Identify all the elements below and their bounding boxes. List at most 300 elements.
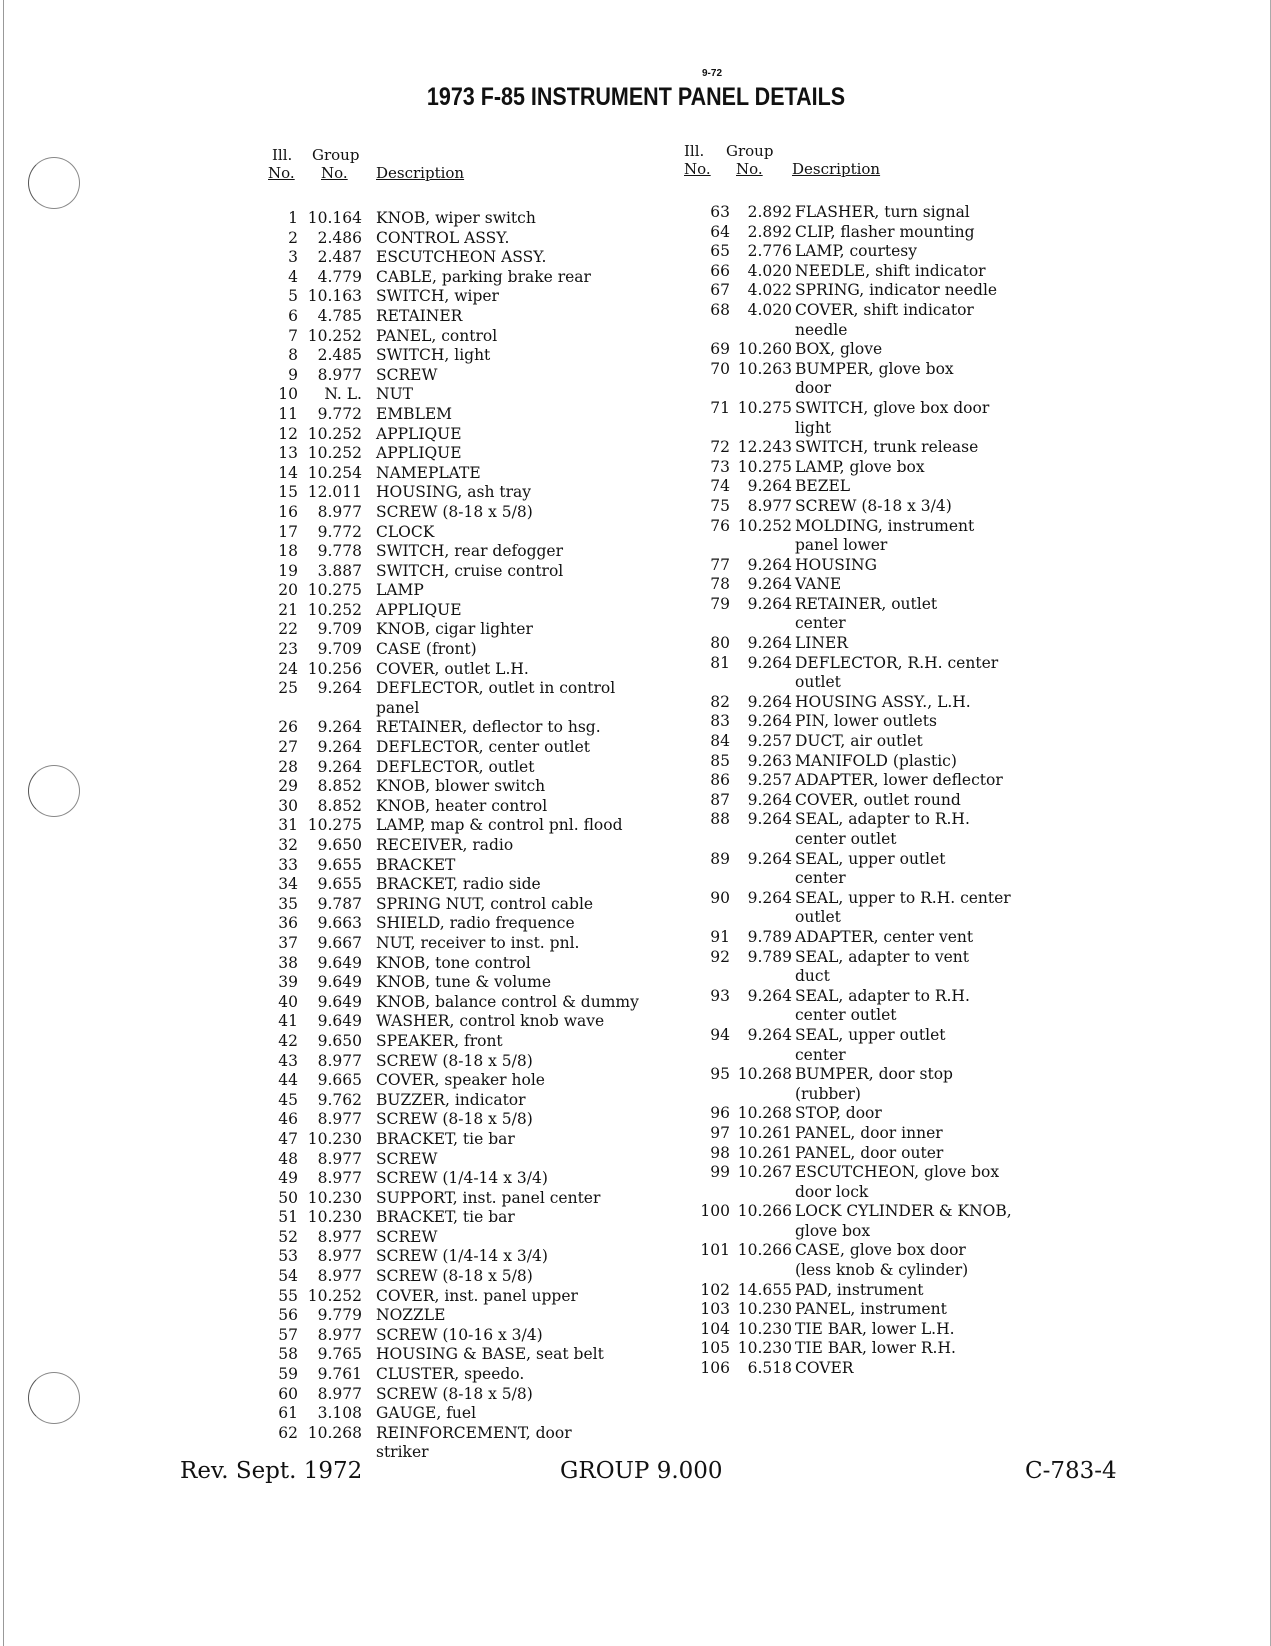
part-description: SCREW [376, 1149, 438, 1168]
part-description: SCREW (1/4-14 x 3/4) [376, 1247, 548, 1266]
ill-number: 51 [278, 1208, 298, 1227]
part-description: NUT [376, 385, 413, 404]
part-description: NEEDLE, shift indicator [795, 261, 986, 280]
binder-hole-top [28, 157, 80, 209]
part-description: BRACKET [376, 855, 456, 874]
part-description-continuation: outlet [795, 673, 841, 692]
ill-number: 105 [700, 1339, 730, 1358]
part-description: PAD, instrument [795, 1280, 924, 1299]
group-number: 4.022 [747, 281, 792, 300]
ill-number: 50 [278, 1188, 298, 1207]
group-number: 10.252 [737, 516, 792, 535]
group-number: 10.252 [307, 326, 362, 345]
ill-number: 8 [288, 346, 298, 365]
group-number: N. L. [324, 385, 362, 404]
ill-number: 93 [710, 986, 730, 1005]
group-number: 9.789 [747, 947, 792, 966]
part-description: KNOB, heater control [376, 796, 548, 815]
part-description: SWITCH, rear defogger [376, 542, 563, 561]
ill-number: 59 [278, 1365, 298, 1384]
group-number: 2.892 [747, 203, 792, 221]
group-number: 9.264 [747, 849, 792, 868]
ill-number: 25 [278, 679, 298, 698]
group-number: 2.487 [317, 248, 362, 267]
ill-number: 95 [710, 1065, 730, 1084]
ill-number: 81 [710, 653, 730, 672]
ill-number: 12 [278, 424, 298, 443]
ill-number: 62 [278, 1423, 298, 1442]
left-margin-line [3, 0, 4, 1646]
part-description: ADAPTER, center vent [795, 927, 974, 946]
part-description: SCREW (1/4-14 x 3/4) [376, 1169, 548, 1188]
group-number: 9.264 [747, 692, 792, 711]
group-number: 10.164 [307, 209, 362, 227]
ill-number: 106 [700, 1359, 730, 1378]
group-number: 8.977 [317, 1325, 362, 1344]
part-description: BRACKET, tie bar [376, 1129, 515, 1148]
ill-number: 32 [278, 836, 298, 854]
group-header-line2: No. [321, 164, 348, 182]
part-description: TIE BAR, lower R.H. [795, 1339, 956, 1358]
ill-number: 47 [278, 1129, 298, 1148]
group-number: 9.655 [317, 875, 362, 894]
part-description-continuation: center outlet [795, 830, 897, 848]
ill-number: 36 [278, 914, 298, 933]
part-description-continuation: door [795, 379, 831, 398]
group-number: 10.230 [307, 1188, 362, 1207]
ill-number: 66 [710, 261, 730, 280]
part-description: APPLIQUE [376, 600, 462, 619]
part-description-continuation: (less knob & cylinder) [795, 1261, 969, 1280]
description-header: Description [376, 164, 465, 182]
part-description: ESCUTCHEON ASSY. [376, 248, 547, 267]
group-number: 10.252 [307, 1286, 362, 1305]
description-header: Description [792, 160, 881, 178]
part-description: LAMP, glove box [795, 457, 925, 476]
binder-hole-middle [28, 765, 80, 817]
ill-number: 49 [278, 1169, 298, 1188]
ill-number: 45 [278, 1090, 298, 1109]
ill-number: 18 [278, 542, 298, 561]
part-description: HOUSING, ash tray [376, 483, 532, 502]
part-description-continuation: duct [795, 967, 830, 986]
part-description: CLUSTER, speedo. [376, 1365, 525, 1384]
ill-number: 97 [710, 1123, 730, 1142]
part-description: HOUSING & BASE, seat belt [376, 1345, 604, 1364]
group-number: 8.977 [317, 1227, 362, 1246]
group-number: 10.267 [737, 1163, 792, 1182]
ill-number: 28 [278, 757, 298, 776]
ill-number: 78 [710, 575, 730, 594]
ill-number: 43 [278, 1051, 298, 1070]
group-number: 10.275 [307, 816, 362, 835]
ill-number: 5 [288, 287, 298, 306]
ill-number: 61 [278, 1404, 298, 1423]
group-number: 2.485 [317, 346, 362, 365]
group-number: 12.011 [307, 483, 362, 502]
part-description: SCREW (8-18 x 3/4) [795, 496, 952, 515]
group-number: 10.252 [307, 444, 362, 463]
group-number: 10.268 [737, 1065, 792, 1084]
part-description: BRACKET, tie bar [376, 1208, 515, 1227]
ill-number: 55 [278, 1286, 298, 1305]
ill-number: 76 [710, 516, 730, 535]
part-description: CLOCK [376, 522, 435, 541]
group-number: 9.762 [317, 1090, 362, 1109]
ill-number: 60 [278, 1384, 298, 1403]
part-description: SWITCH, trunk release [795, 438, 979, 457]
group-number: 9.264 [747, 555, 792, 574]
part-description-continuation: center outlet [795, 1006, 897, 1025]
group-number: 10.261 [737, 1143, 792, 1162]
group-number: 9.264 [747, 888, 792, 907]
group-number: 9.779 [317, 1306, 362, 1325]
group-number: 8.977 [317, 1267, 362, 1286]
group-number: 2.486 [317, 228, 362, 247]
part-description: SPEAKER, front [376, 1031, 503, 1050]
ill-number: 10 [278, 385, 298, 404]
group-number: 10.230 [737, 1319, 792, 1338]
ill-number: 29 [278, 777, 298, 796]
ill-number: 11 [278, 404, 298, 423]
group-number: 9.257 [747, 771, 792, 790]
page-title: 1973 F-85 INSTRUMENT PANEL DETAILS [426, 83, 846, 111]
part-description-continuation: center [795, 869, 846, 888]
part-description: DEFLECTOR, R.H. center [795, 653, 999, 672]
ill-number: 30 [278, 796, 298, 815]
ill-number: 57 [278, 1325, 298, 1344]
ill-number: 1 [288, 209, 298, 227]
group-number: 8.977 [317, 1051, 362, 1070]
part-description: BRACKET, radio side [376, 875, 541, 894]
ill-number: 90 [710, 888, 730, 907]
ill-header-line1: Ill. [684, 142, 705, 160]
group-number: 8.977 [317, 365, 362, 384]
part-description-continuation: (rubber) [795, 1084, 861, 1103]
ill-number: 34 [278, 875, 298, 894]
group-number: 10.266 [737, 1202, 792, 1221]
group-number: 4.779 [317, 267, 362, 286]
group-number: 9.264 [317, 757, 362, 776]
part-description: LAMP, map & control pnl. flood [376, 816, 623, 835]
ill-number: 100 [700, 1202, 730, 1221]
group-number: 8.977 [317, 1384, 362, 1403]
ill-number: 101 [700, 1241, 730, 1260]
part-description: COVER [795, 1359, 854, 1378]
part-description: STOP, door [795, 1104, 882, 1123]
group-number: 9.264 [747, 986, 792, 1005]
part-description: APPLIQUE [376, 424, 462, 443]
group-number: 9.709 [317, 620, 362, 639]
group-number: 10.230 [737, 1300, 792, 1319]
group-number: 4.020 [747, 261, 792, 280]
part-description: KNOB, tune & volume [376, 973, 552, 992]
part-description: CABLE, parking brake rear [376, 267, 591, 286]
part-description: RETAINER [376, 306, 463, 325]
ill-number: 44 [278, 1071, 298, 1090]
group-number: 9.264 [747, 594, 792, 613]
ill-number: 65 [710, 242, 730, 261]
group-number: 9.649 [317, 953, 362, 972]
group-number: 9.264 [317, 718, 362, 737]
group-number: 10.230 [307, 1129, 362, 1148]
part-description: SPRING, indicator needle [795, 281, 998, 300]
part-description: SEAL, adapter to vent [795, 947, 969, 966]
part-description: KNOB, tone control [376, 953, 531, 972]
group-number: 9.264 [747, 477, 792, 496]
ill-number: 23 [278, 640, 298, 659]
ill-number: 87 [710, 790, 730, 809]
group-number: 10.254 [307, 463, 362, 482]
group-number: 9.264 [747, 653, 792, 672]
part-description: SWITCH, light [376, 346, 491, 365]
part-description-continuation: needle [795, 320, 848, 339]
ill-number: 92 [710, 947, 730, 966]
group-number: 9.772 [317, 404, 362, 423]
part-description: KNOB, wiper switch [376, 209, 536, 227]
part-description: SHIELD, radio frequence [376, 914, 575, 933]
group-number: 10.266 [737, 1241, 792, 1260]
ill-number: 33 [278, 855, 298, 874]
group-number: 9.264 [747, 810, 792, 829]
group-number: 8.977 [317, 1169, 362, 1188]
group-number: 9.264 [747, 634, 792, 653]
part-description: PANEL, door inner [795, 1123, 943, 1142]
footer-code: C-783-4 [1025, 1458, 1117, 1484]
ill-number: 13 [278, 444, 298, 463]
ill-number: 86 [710, 771, 730, 790]
part-description-continuation: striker [376, 1443, 429, 1462]
group-number: 12.243 [737, 438, 792, 457]
group-number: 9.709 [317, 640, 362, 659]
part-description: DEFLECTOR, outlet [376, 757, 535, 776]
group-number: 9.650 [317, 1031, 362, 1050]
ill-number: 58 [278, 1345, 298, 1364]
group-number: 9.787 [317, 894, 362, 913]
ill-number: 14 [278, 463, 298, 482]
ill-number: 91 [710, 927, 730, 946]
group-number: 10.260 [737, 340, 792, 359]
part-description: ADAPTER, lower deflector [795, 771, 1003, 790]
group-number: 8.977 [317, 502, 362, 521]
part-description: SCREW (8-18 x 5/8) [376, 1267, 533, 1286]
part-description: PIN, lower outlets [795, 712, 937, 731]
ill-number: 67 [710, 281, 730, 300]
group-number: 9.789 [747, 927, 792, 946]
group-number: 10.252 [307, 424, 362, 443]
ill-number: 15 [278, 483, 298, 502]
group-number: 10.261 [737, 1123, 792, 1142]
group-number: 8.852 [317, 777, 362, 796]
group-number: 9.772 [317, 522, 362, 541]
part-description: LAMP [376, 581, 424, 600]
ill-number: 31 [278, 816, 298, 835]
part-description-continuation: center [795, 1045, 846, 1064]
group-number: 9.665 [317, 1071, 362, 1090]
part-description: COVER, shift indicator [795, 300, 974, 319]
ill-number: 79 [710, 594, 730, 613]
group-number: 10.275 [737, 457, 792, 476]
ill-number: 39 [278, 973, 298, 992]
part-description: FLASHER, turn signal [795, 203, 970, 221]
part-description: LINER [795, 634, 848, 653]
ill-number: 27 [278, 738, 298, 757]
part-description: DEFLECTOR, outlet in control [376, 679, 616, 698]
part-description: MOLDING, instrument [795, 516, 975, 535]
group-number: 10.256 [307, 659, 362, 678]
group-number: 8.977 [317, 1110, 362, 1129]
group-number: 4.020 [747, 300, 792, 319]
part-description: RETAINER, deflector to hsg. [376, 718, 601, 737]
group-number: 2.776 [747, 242, 792, 261]
part-description: KNOB, cigar lighter [376, 620, 533, 639]
ill-number: 85 [710, 751, 730, 770]
part-description: SCREW (8-18 x 5/8) [376, 1110, 533, 1129]
ill-number: 42 [278, 1031, 298, 1050]
part-description: SUPPORT, inst. panel center [376, 1188, 601, 1207]
ill-number: 35 [278, 894, 298, 913]
ill-number: 73 [710, 457, 730, 476]
part-description: SCREW [376, 365, 438, 384]
part-description: WASHER, control knob wave [376, 1012, 605, 1031]
part-description: BUZZER, indicator [376, 1090, 526, 1109]
ill-header-line1: Ill. [272, 146, 293, 164]
group-number: 8.977 [317, 1149, 362, 1168]
ill-number: 84 [710, 732, 730, 751]
part-description: SWITCH, wiper [376, 287, 499, 306]
ill-number: 46 [278, 1110, 298, 1129]
group-number: 9.650 [317, 836, 362, 854]
ill-number: 41 [278, 1012, 298, 1031]
group-number: 3.887 [317, 561, 362, 580]
group-number: 10.275 [737, 398, 792, 417]
part-description: EMBLEM [376, 404, 453, 423]
ill-number: 19 [278, 561, 298, 580]
part-description: COVER, inst. panel upper [376, 1286, 578, 1305]
ill-number: 21 [278, 600, 298, 619]
ill-number: 2 [288, 228, 298, 247]
group-number: 10.275 [307, 581, 362, 600]
part-description: SCREW (8-18 x 5/8) [376, 1051, 533, 1070]
part-description-continuation: panel [376, 698, 420, 717]
ill-number: 83 [710, 712, 730, 731]
group-number: 6.518 [747, 1359, 792, 1378]
part-description: HOUSING ASSY., L.H. [795, 692, 971, 711]
part-description: MANIFOLD (plastic) [795, 751, 957, 770]
part-description: COVER, outlet round [795, 790, 961, 809]
group-number: 9.649 [317, 1012, 362, 1031]
part-description: LOCK CYLINDER & KNOB, [795, 1202, 1012, 1221]
group-number: 3.108 [317, 1404, 362, 1423]
group-number: 9.264 [747, 575, 792, 594]
ill-number: 9 [288, 365, 298, 384]
part-description: CASE, glove box door [795, 1241, 966, 1260]
group-number: 9.649 [317, 992, 362, 1011]
ill-header-line2: No. [268, 164, 295, 182]
part-description: KNOB, blower switch [376, 777, 546, 796]
group-number: 10.268 [307, 1423, 362, 1442]
part-description: SEAL, upper outlet [795, 1025, 946, 1044]
part-description: SWITCH, cruise control [376, 561, 564, 580]
group-number: 9.778 [317, 542, 362, 561]
group-number: 9.663 [317, 914, 362, 933]
ill-number: 96 [710, 1104, 730, 1123]
part-description: RETAINER, outlet [795, 594, 938, 613]
part-description: KNOB, balance control & dummy [376, 992, 639, 1011]
ill-number: 68 [710, 300, 730, 319]
footer-revision: Rev. Sept. 1972 [180, 1458, 363, 1484]
part-description: SEAL, upper outlet [795, 849, 946, 868]
ill-number: 71 [710, 398, 730, 417]
part-description: SCREW (10-16 x 3/4) [376, 1325, 543, 1344]
part-description: BUMPER, door stop [795, 1065, 953, 1084]
ill-number: 104 [700, 1319, 730, 1338]
ill-number: 99 [710, 1163, 730, 1182]
group-number: 9.655 [317, 855, 362, 874]
ill-number: 3 [288, 248, 298, 267]
part-description: REINFORCEMENT, door [376, 1423, 572, 1442]
group-number: 10.268 [737, 1104, 792, 1123]
part-description: SCREW [376, 1227, 438, 1246]
group-number: 9.263 [747, 751, 792, 770]
ill-number: 77 [710, 555, 730, 574]
part-description: TIE BAR, lower L.H. [795, 1319, 955, 1338]
ill-number: 48 [278, 1149, 298, 1168]
group-number: 9.257 [747, 732, 792, 751]
part-description: SEAL, upper to R.H. center [795, 888, 1011, 907]
group-number: 2.892 [747, 222, 792, 241]
part-description: CLIP, flasher mounting [795, 222, 975, 241]
ill-number: 16 [278, 502, 298, 521]
ill-number: 17 [278, 522, 298, 541]
ill-number: 24 [278, 659, 298, 678]
part-description: APPLIQUE [376, 444, 462, 463]
group-number: 10.230 [307, 1208, 362, 1227]
group-header-line1: Group [312, 146, 360, 164]
part-description: HOUSING [795, 555, 877, 574]
part-description: CASE (front) [376, 640, 477, 659]
ill-number: 103 [700, 1300, 730, 1319]
ill-number: 26 [278, 718, 298, 737]
part-description: VANE [795, 575, 842, 594]
ill-number: 4 [288, 267, 298, 286]
ill-number: 102 [700, 1280, 730, 1299]
part-description-continuation: outlet [795, 908, 841, 927]
group-number: 9.264 [747, 790, 792, 809]
ill-header-line2: No. [684, 160, 711, 178]
ill-number: 80 [710, 634, 730, 653]
part-description: SPRING NUT, control cable [376, 894, 594, 913]
ill-number: 88 [710, 810, 730, 829]
ill-number: 75 [710, 496, 730, 515]
group-number: 9.649 [317, 973, 362, 992]
group-number: 9.264 [747, 712, 792, 731]
ill-number: 63 [710, 203, 730, 221]
part-description: PANEL, instrument [795, 1300, 947, 1319]
part-description: SEAL, adapter to R.H. [795, 986, 970, 1005]
ill-number: 72 [710, 438, 730, 457]
group-number: 9.761 [317, 1365, 362, 1384]
binder-hole-bottom [28, 1372, 80, 1424]
ill-number: 56 [278, 1306, 298, 1325]
part-description: SCREW (8-18 x 5/8) [376, 1384, 533, 1403]
part-description: LAMP, courtesy [795, 242, 918, 261]
part-description: DUCT, air outlet [795, 732, 923, 751]
ill-number: 40 [278, 992, 298, 1011]
ill-number: 74 [710, 477, 730, 496]
part-description: SWITCH, glove box door [795, 398, 990, 417]
group-number: 4.785 [317, 306, 362, 325]
